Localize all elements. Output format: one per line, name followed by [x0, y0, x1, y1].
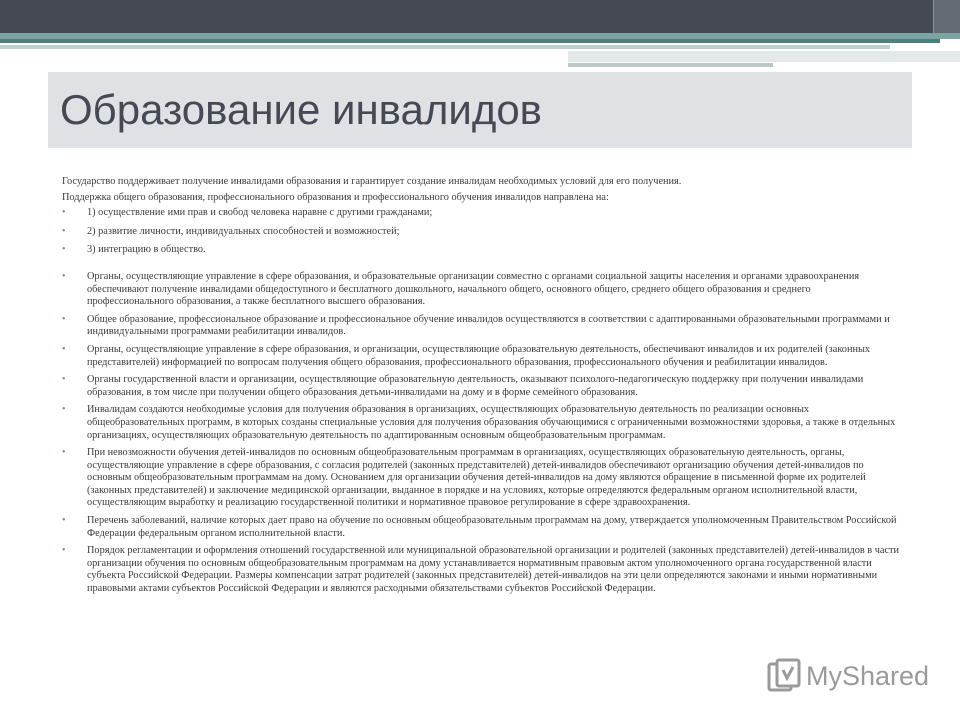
- bullet-icon: •: [62, 270, 66, 282]
- list-item: [62, 207, 900, 220]
- list-item: [62, 314, 900, 339]
- bullet-icon: •: [62, 244, 66, 256]
- list-item: [62, 374, 900, 399]
- title-banner: [48, 72, 912, 148]
- watermark: [766, 656, 936, 696]
- list-item: [62, 447, 900, 510]
- top-bar: [0, 0, 960, 33]
- bullet-icon: •: [62, 404, 66, 416]
- list-item-text: Инвалидам создаются необходимые условия для получения образования в организациях, осуществляющих образовательную деятельность по реализации основных общеобразовательных программ, в которых созданы специальные условия для получения образования обучающимися с ограниченными возможностями здоровья, а также в отдельных организациях, осуществляющих образовательную деятельность по адаптированным основным общеобразовательным программам.: [87, 404, 896, 441]
- list-item-text: Порядок регламентации и оформления отношений государственной или муниципальной образовательной организации и родителей (законных представителей) детей-инвалидов в части организации обучения по основным общеобразовательным программам на дому устанавливается нормативным правовым актом уполномоченного органа государственной власти субъекта Российской Федерации. Размеры компенсации затрат родителей (законных представителей) детей-инвалидов на эти цели определяются законами и иными нормативными правовыми актами субъектов Российской Федерации и являются расходными обязательствами субъектов Российской Федерации.: [87, 545, 900, 595]
- list-item: [62, 226, 900, 239]
- list-item-text: Органы, осуществляющие управление в сфере образования, и образовательные организации совместно с органами социальной защиты населения и органами здравоохранения обеспечивают получение инвалидами общедоступного и бесплатного дошкольного, начального общего, основного общего, среднего общего образования и среднего профессионального образования, а также бесплатного высшего образования.: [87, 270, 860, 308]
- bullet-icon: •: [62, 374, 66, 386]
- list-item: [62, 244, 900, 257]
- list-item-text: 1) осуществление ими прав и свобод человека наравне с другими гражданами;: [87, 207, 433, 219]
- slide-body: [62, 176, 900, 656]
- bullet-icon: •: [62, 447, 66, 459]
- list-item-text: Перечень заболеваний, наличие которых дает право на обучение по основным общеобразовательным программам на дому, утверждается уполномоченным Правительством Российской Федерации федеральным органом исполнительной власти.: [87, 515, 897, 539]
- main-list: [62, 271, 900, 596]
- list-item-text: 3) интеграцию в общество.: [87, 244, 206, 256]
- list-item: [62, 271, 900, 309]
- intro-paragraph: Государство поддерживает получение инвалидами образования и гарантирует создание инвалидам необходимых условий для его получения.: [62, 176, 682, 187]
- list-item: [62, 404, 900, 442]
- bullet-icon: •: [62, 343, 66, 355]
- list-item: [62, 545, 900, 595]
- slide-title: Образование инвалидов: [60, 86, 542, 133]
- bullet-icon: •: [62, 207, 66, 219]
- bullet-icon: •: [62, 313, 66, 325]
- list-item-text: Общее образование, профессиональное образование и профессиональное обучение инвалидов осуществляются в соответствии с адаптированными образовательными программами и индивидуальными программами реабилитации инвалидов.: [87, 313, 890, 338]
- list-item-text: Органы, осуществляющие управление в сфере образования, и организации, осуществляющие образовательную деятельность, обеспечивают инвалидов и их родителей (законных представителей) информацией по вопросам получения общего образования, профессионального образования, профессионального обучения и реабилитации инвалидов.: [87, 343, 871, 368]
- bullet-icon: •: [62, 515, 66, 527]
- top-bar-corner: [933, 0, 960, 33]
- myshared-logo-icon: [766, 658, 802, 694]
- list-item-text: Органы государственной власти и организации, осуществляющие образовательную деятельность, оказывают психолого-педагогическую поддержку при получении инвалидами образования, в том числе при получении общего образования детьми-инвалидами на дому и в форме семейного образования.: [87, 374, 864, 398]
- decor-stripe: [568, 63, 773, 67]
- decor-stripe: [568, 51, 960, 62]
- decor-stripe: [0, 45, 890, 49]
- list-item-text: При невозможности обучения детей-инвалидов по основным общеобразовательным программам в организациях, осуществляющих образовательную деятельность, органы, осуществляющие управление в сфере образования, с согласия родителей (законных представителей) детей-инвалидов обеспечивают организацию обучения детей-инвалидов по основным общеобразовательным программам на дому. Основанием для организации обучения детей-инвалидов на дому являются обращение в письменной форме их родителей (законных представителей) и заключение медицинской организации, выданное в порядке и на условиях, которые определяются федеральным органом исполнительной власти, осуществляющим выработку и реализацию государственной политики и нормативное правовое регулирование в сфере здравоохранения.: [87, 447, 866, 509]
- list-item-text: 2) развитие личности, индивидуальных способностей и возможностей;: [87, 225, 400, 237]
- sub-list: [62, 207, 900, 257]
- decor-stripe: [0, 39, 940, 43]
- bullet-icon: •: [62, 545, 66, 557]
- bullet-icon: •: [62, 225, 66, 237]
- list-item: [62, 515, 900, 540]
- watermark-text: MyShared: [806, 661, 930, 691]
- intro-paragraph: Поддержка общего образования, профессионального образования и профессионального обучения инвалидов направлена на:: [62, 191, 609, 203]
- list-item: [62, 344, 900, 369]
